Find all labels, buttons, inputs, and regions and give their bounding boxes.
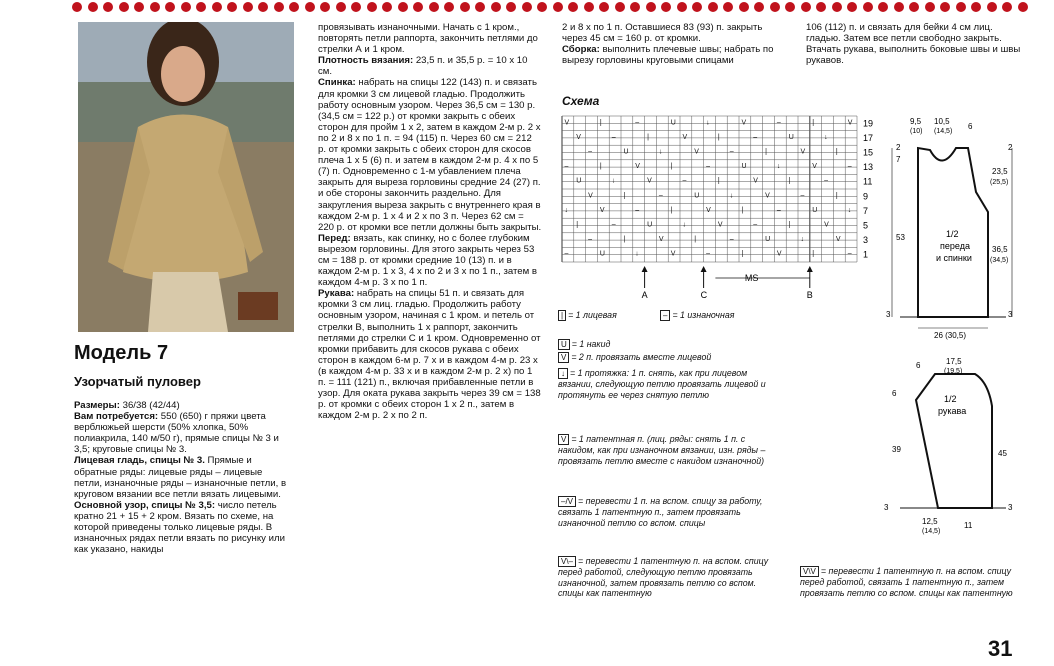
body-right-dim-3: (25,5): [990, 179, 1009, 186]
assembly-label: Сборка:: [562, 44, 600, 56]
chart-cell-symbol: –: [847, 163, 852, 171]
chart-row-number: 15: [863, 147, 874, 158]
front-label: Перед:: [318, 232, 351, 244]
sleeve-label: Рукава:: [318, 288, 355, 300]
chart-row-number: 3: [863, 235, 869, 246]
model-photo-illustration: [78, 22, 294, 332]
border-dot: [134, 2, 144, 12]
chart-cell-symbol: –: [588, 236, 593, 244]
chart-cell-symbol: –: [729, 236, 734, 244]
legend-item: [558, 339, 780, 350]
instructions-column-1: [74, 400, 292, 555]
body-label: 1/2 переда и спинки: [936, 229, 972, 263]
body-right-dim-4: 36,5: [992, 245, 1008, 254]
border-dot: [878, 2, 888, 12]
sleeve-right-dim-2: 3: [1008, 503, 1013, 512]
legend-symbol: V: [558, 352, 569, 363]
chart-cell-symbol: V: [824, 221, 829, 229]
chart-cell-symbol: |: [788, 221, 791, 229]
border-dot: [227, 2, 237, 12]
legend-text: = перевести 1 п. на вспом. спицу за работу, связать 1 патентную п., затем провязать изнаночной петлю со вспом. спицы: [558, 496, 763, 528]
chart-cell-symbol: |: [599, 163, 602, 171]
chart-row-number: 11: [863, 176, 873, 187]
legend-symbol: –/V: [558, 496, 576, 507]
model-subtitle: Узорчатый пуловер: [74, 374, 201, 389]
sleeve-schematic: [880, 352, 1030, 552]
border-dot: [289, 2, 299, 12]
border-dot: [971, 2, 981, 12]
chart-cell-symbol: ↓: [800, 236, 804, 244]
border-dot: [863, 2, 873, 12]
page-number: 31: [988, 636, 1013, 661]
col2-intro: провязывать изнаночными. Начать с 1 кром., повторять петли раппорта, закончить петлями до стрелки А и 1 кром.: [318, 22, 538, 56]
chart-cell-symbol: V: [706, 206, 711, 214]
legend-item: [558, 352, 780, 363]
stockinette-label: Лицевая гладь, спицы № 3.: [74, 455, 205, 467]
sleeve-top-dim-3: (19,5): [944, 368, 963, 375]
cable-symbol: V\V: [800, 566, 819, 577]
chart-cell-symbol: V: [635, 163, 640, 171]
chart-cell-symbol: |: [717, 133, 720, 141]
border-dot: [739, 2, 749, 12]
border-dot: [475, 2, 485, 12]
chart-row-number: 1: [863, 249, 869, 260]
chart-cell-symbol: U: [623, 148, 629, 156]
chart-cell-symbol: V: [564, 119, 570, 127]
chart-row-number: 19: [863, 118, 874, 129]
density-label: Плотность вязания:: [318, 55, 414, 67]
border-dot: [320, 2, 330, 12]
border-dot: [553, 2, 563, 12]
body-left-dim-1: 2: [896, 143, 901, 152]
chart-cell-symbol: V: [753, 177, 758, 185]
legend-text: = 1 протяжка: 1 п. снять, как при лицевом вязании, следующую петлю провязать лицевой и протянуть ее через снятую петлю: [558, 368, 766, 400]
chart-cell-symbol: |: [623, 236, 626, 244]
body-top-dim-4: (14,5): [934, 128, 953, 135]
chart-cell-symbol: –: [635, 206, 640, 214]
legend-extra-text: = перевести 1 патентную п. на вспом. спицу перед работой, связать 1 патентную п., затем провязать петлю со вспом. спицы как патентную: [800, 566, 1013, 598]
front-text: вязать, как спинку, но с более глубоким вырезом горловины. Для этого закрыть через 53 см = 188 р. от кромки средние 10 (13) п. и в каждом 2-м р. 1 х 3, 4 х по 2 и 3 х по 1 п., затем в каждом 4-м р. 3 х по 1 п.: [318, 232, 537, 289]
pattern-label: Основной узор, спицы № 3,5:: [74, 499, 216, 511]
sleeve-bottom-dim-2: (14,5): [922, 528, 941, 535]
legend-text: = 2 п. провязать вместе лицевой: [571, 352, 712, 362]
legend-text: = 1 накид: [571, 339, 611, 349]
chart-cell-symbol: –: [611, 221, 616, 229]
chart-cell-symbol: –: [611, 133, 616, 141]
border-dot: [754, 2, 764, 12]
chart-row-number: 9: [863, 191, 869, 202]
chart-cell-symbol: V: [576, 133, 581, 141]
body-right-dim-6: 3: [1008, 310, 1013, 319]
border-dot: [429, 2, 439, 12]
border-dot: [398, 2, 408, 12]
sleeve-top-dim-1: 6: [916, 361, 921, 370]
pattern-text: число петель кратно 21 + 15 + 2 кром. Вязать по схеме, на которой приведены только лицевые ряды. В изнаночных рядах петли вязать по рисунку или как указано, накиды: [74, 499, 285, 556]
border-dot: [1002, 2, 1012, 12]
border-dot: [537, 2, 547, 12]
border-dot: [413, 2, 423, 12]
chart-arrow-label: A: [641, 290, 648, 298]
border-dot: [305, 2, 315, 12]
border-dot: [367, 2, 377, 12]
chart-row-number: 7: [863, 205, 869, 216]
back-text: набрать на спицы 122 (143) п. и связать для кромки 3 см лицевой гладью. Продолжить работу основным узором. Через 36,5 см = 130 р. (34,5 см = 122 р.) от кромки закрыть с обеих сторон для пройм 1 х 2, затем в каждом 2-м р. 2 х по 2 и 8 х по 1 п. = 94 (115) п. Через 60 см = 212 р. от кромки закрыть с обеих сторон для скосов плеча 1 х 5 (6) п. и затем в каждом 2-м р. 4 х по 5 (7) п. Одновременно с 1-м убавлением плеча закрыть для выреза горловины средние 24 (27) п. и обе стороны закончить раздельно. Для закругления выреза закрыть с внутреннего края в каждом 2-м р. 1 х 4 и 2 х по 3 п. Через 62 см = 220 р. от кромки все петли должны быть закрыты.: [318, 77, 542, 233]
chart-cell-symbol: U: [741, 163, 747, 171]
border-dot: [987, 2, 997, 12]
border-dot: [181, 2, 191, 12]
border-dot: [568, 2, 578, 12]
border-dot: [522, 2, 532, 12]
legend-text: = 1 патентная п. (лиц. ряды: снять 1 п. с накидом, как при изнаночном вязании, изн. ряды – провязать петлю вместе с накидом изнаночной): [558, 434, 766, 466]
chart-arrow-head: [701, 266, 707, 272]
model-photo: [78, 22, 294, 332]
chart-cell-symbol: –: [588, 148, 593, 156]
border-dot: [940, 2, 950, 12]
chart-cell-symbol: ↓: [847, 206, 852, 214]
border-dot: [1018, 2, 1028, 12]
sleeve-right-dim-1: 45: [998, 449, 1007, 458]
chart-cell-symbol: U: [647, 221, 653, 229]
border-dot: [847, 2, 857, 12]
chart-cell-symbol: |: [717, 177, 720, 185]
chart-cell-symbol: ↓: [776, 163, 781, 171]
chart-cell-symbol: U: [694, 192, 700, 200]
chart-cell-symbol: –: [658, 192, 663, 200]
chart-cell-symbol: ↓: [564, 206, 568, 214]
border-dot: [661, 2, 671, 12]
chart-cell-symbol: V: [599, 206, 605, 214]
col4-text: 106 (112) п. и связать для бейки 4 см лиц. гладью. Затем все петли свободно закрыть. Втачать рукава, выполнить боковые швы и швы рукавов.: [806, 22, 1021, 67]
chart-cell-symbol: –: [753, 133, 758, 141]
border-dot: [72, 2, 82, 12]
chart-cell-symbol: |: [670, 163, 673, 171]
chart-cell-symbol: |: [647, 133, 649, 141]
chart-cell-symbol: |: [670, 206, 673, 214]
border-dot: [816, 2, 826, 12]
chart-cell-symbol: –: [847, 250, 852, 258]
border-dot: [258, 2, 268, 12]
body-schematic: [880, 112, 1030, 342]
legend-text: = перевести 1 патентную п. на вспом. спицу перед работой, следующую петлю провязать изнаночной, затем провязать петлю со вспом. спицы как патентную: [558, 556, 769, 599]
sleeve-left-dim-2: 39: [892, 445, 901, 454]
instructions-column-3: [562, 22, 782, 66]
chart-cell-symbol: –: [635, 119, 640, 127]
border-dot: [894, 2, 904, 12]
chart-cell-symbol: –: [776, 119, 781, 127]
chart-cell-symbol: U: [576, 177, 582, 185]
border-dot: [615, 2, 625, 12]
chart-cell-symbol: V: [670, 250, 676, 258]
chart-cell-symbol: –: [776, 206, 781, 214]
chart-arrow-label: B: [806, 290, 813, 298]
border-dot: [88, 2, 98, 12]
border-dot: [460, 2, 470, 12]
border-dot: [506, 2, 516, 12]
chart-cell-symbol: V: [741, 119, 747, 127]
border-dot: [274, 2, 284, 12]
border-dot: [677, 2, 687, 12]
border-dot: [925, 2, 935, 12]
legend-item: [558, 434, 780, 466]
chart-cell-symbol: U: [788, 133, 794, 141]
legend-item: [558, 556, 780, 599]
chart-cell-symbol: –: [729, 148, 734, 156]
chart-arrow-head: [807, 266, 813, 272]
legend-extra-item: [800, 566, 1026, 598]
chart-cell-symbol: |: [765, 148, 767, 156]
border-dot: [785, 2, 795, 12]
chart-cell-symbol: |: [835, 148, 838, 156]
chart-cell-symbol: ↓: [611, 177, 616, 185]
border-dot: [630, 2, 640, 12]
chart-cell-symbol: |: [812, 250, 815, 258]
legend-symbol: V: [558, 434, 569, 445]
border-dot: [832, 2, 842, 12]
legend-item: [660, 310, 780, 321]
chart-cell-symbol: U: [670, 119, 676, 127]
legend-text: = 1 лицевая: [568, 310, 617, 320]
needed-text: 550 (650) г пряжи цвета верблюжьей шерсти (50% хлопка, 50% полиакрила, 140 м/50 г), прямые спицы № 3 и 3,5; круговые спицы № 3.: [74, 411, 279, 456]
border-dot: [351, 2, 361, 12]
border-dot: [382, 2, 392, 12]
model-title: Модель 7: [74, 342, 169, 364]
body-left-dim-2: 7: [896, 155, 901, 164]
border-dot: [692, 2, 702, 12]
legend-item: [558, 368, 780, 400]
legend-symbol: U: [558, 339, 570, 350]
chart-cell-symbol: ↓: [729, 192, 734, 200]
border-dot: [444, 2, 454, 12]
chart-cell-symbol: –: [564, 163, 569, 171]
stockinette-text: Прямые и обратные ряды: лицевые ряды – лицевые петли, изнаночные ряды – изнаночные петли, в круговом вязании все петли вязать лицевыми.: [74, 455, 287, 500]
legend-text: = 1 изнаночная: [672, 310, 735, 320]
sizes-label: Размеры:: [74, 400, 120, 411]
chart-cell-symbol: V: [765, 192, 770, 200]
chart-cell-symbol: |: [694, 236, 697, 244]
body-right-dim-1: 2: [1008, 143, 1013, 152]
border-dot: [150, 2, 160, 12]
border-dot: [243, 2, 253, 12]
sleeve-label: 1/2 рукава: [938, 394, 967, 416]
body-top-dim-5: 6: [968, 122, 973, 131]
body-left-dim-3: 53: [896, 233, 905, 242]
sleeve-top-dim-2: 17,5: [946, 357, 962, 366]
chart-cell-symbol: V: [835, 236, 841, 244]
body-top-dim-2: (10): [910, 128, 923, 135]
chart-ms-label: MS: [744, 273, 759, 283]
back-label: Спинка:: [318, 77, 356, 89]
body-left-dim-4: 3: [886, 310, 891, 319]
chart-cell-symbol: V: [647, 177, 652, 185]
sleeve-bottom-dim-1: 12,5: [922, 517, 938, 526]
chart-cell-symbol: V: [682, 133, 688, 141]
chart-row-number: 17: [863, 132, 874, 143]
chart-cell-symbol: U: [812, 206, 818, 214]
chart-cell-symbol: –: [800, 192, 805, 200]
body-right-dim-2: 23,5: [992, 167, 1008, 176]
chart-cell-symbol: –: [564, 250, 569, 258]
chart-cell-symbol: V: [800, 148, 806, 156]
assembly-text: выполнить плечевые швы; набрать по вырезу горловины круговыми спицами: [562, 44, 774, 67]
chart-cell-symbol: |: [623, 192, 626, 200]
chart-cell-symbol: |: [741, 250, 744, 258]
chart-cell-symbol: V: [812, 163, 817, 171]
chart-cell-symbol: V: [588, 192, 593, 200]
col3-text: 2 и 8 х по 1 п. Оставшиеся 83 (93) п. закрыть через 45 см = 160 р. от кромки.: [562, 22, 763, 45]
chart-row-number: 13: [863, 162, 874, 173]
border-dot: [119, 2, 129, 12]
chart-cell-symbol: ↓: [658, 148, 663, 156]
chart-cell-symbol: V: [658, 236, 664, 244]
border-dot: [599, 2, 609, 12]
border-dot: [909, 2, 919, 12]
border-dot: [165, 2, 175, 12]
border-dot: [723, 2, 733, 12]
border-dot: [584, 2, 594, 12]
chart-cell-symbol: V: [717, 221, 723, 229]
chart-cell-symbol: V: [694, 148, 699, 156]
chart-cell-symbol: –: [682, 177, 687, 185]
chart-cell-symbol: –: [753, 221, 758, 229]
sleeve-text: набрать на спицы 51 п. и связать для кромки 3 см лиц. гладью. Продолжить работу основным узором, начиная с 1 кром. и петель от стрелки В, выполнить 1 х раппорт, закончить петлями до стрелки С и 1 кром. Одновременно от кромки прибавить для скосов рукава с обеих сторон в каждом 6-м р. 7 х и в каждом 4-м р. 23 х (в каждом 4-м р. 33 х и в каждом 2-м р. 2 х) по 1 п. = 111 (121) п., включая прибавленные петли в узор. Для оката рукава закрыть через 39 см = 138 р. от кромки с обеих сторон 1 х 2 п., затем в каждом 2-м р. 2 х по 2 п.: [318, 288, 541, 422]
legend-item: [558, 496, 780, 528]
chart-cell-symbol: ↓: [706, 119, 710, 127]
border-dot: [491, 2, 501, 12]
border-dot: [196, 2, 206, 12]
border-dot: [336, 2, 346, 12]
chart-cell-symbol: |: [576, 221, 579, 229]
schema-title: Схема: [562, 94, 600, 108]
sleeve-left-dim-1: 6: [892, 389, 897, 398]
body-right-dim-5: (34,5): [990, 257, 1009, 264]
border-dot: [103, 2, 113, 12]
border-dot: [770, 2, 780, 12]
chart-cell-symbol: U: [599, 250, 605, 258]
instructions-column-4: [806, 22, 1028, 66]
chart-cell-symbol: ↓: [824, 133, 828, 141]
body-top-dim-3: 10,5: [934, 117, 950, 126]
body-bottom-dim: 26 (30,5): [934, 331, 967, 340]
legend-symbol: ↓: [558, 368, 568, 379]
border-dot: [801, 2, 811, 12]
sleeve-left-dim-3: 3: [884, 503, 889, 512]
body-top-dim-1: 9,5: [910, 117, 922, 126]
instructions-column-2: [318, 22, 542, 421]
chart-cell-symbol: –: [706, 163, 711, 171]
chart-cell-symbol: |: [599, 119, 602, 127]
chart-cell-symbol: |: [741, 206, 744, 214]
needed-label: Вам потребуется:: [74, 411, 159, 423]
border-dot: [956, 2, 966, 12]
chart-cell-symbol: –: [706, 250, 711, 258]
chart-arrow-label: C: [700, 290, 708, 298]
legend-symbol: |: [558, 310, 566, 321]
chart-cell-symbol: |: [835, 192, 838, 200]
chart-cell-symbol: |: [812, 119, 815, 127]
border-dot: [708, 2, 718, 12]
decorative-dot-border: [72, 2, 1032, 16]
chart-cell-symbol: ↓: [682, 221, 686, 229]
border-dot: [646, 2, 656, 12]
chart-cell-symbol: U: [765, 236, 771, 244]
knitting-chart: [560, 112, 882, 298]
chart-cell-symbol: |: [788, 177, 791, 185]
chart-cell-symbol: V: [776, 250, 782, 258]
chart-arrow-head: [642, 266, 648, 272]
chart-row-number: 5: [863, 220, 869, 231]
chart-cell-symbol: –: [824, 177, 829, 185]
legend-symbol: –: [660, 310, 670, 321]
chart-cell-symbol: V: [847, 119, 853, 127]
sizes-text: 36/38 (42/44): [119, 400, 180, 411]
density-text: 23,5 п. и 35,5 р. = 10 х 10 см.: [318, 55, 528, 78]
sleeve-bottom-dim-3: 11: [964, 521, 973, 530]
legend-symbol: V\–: [558, 556, 576, 567]
border-dot: [212, 2, 222, 12]
chart-cell-symbol: ↓: [635, 250, 639, 258]
